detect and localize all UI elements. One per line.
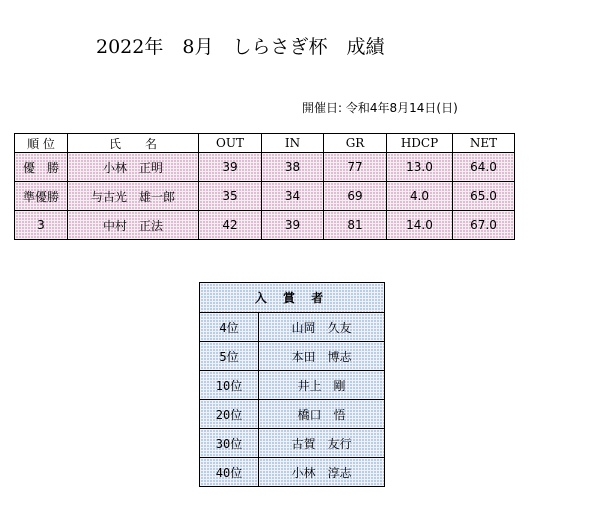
results-header-row	[15, 134, 515, 153]
cell-in: 38	[262, 153, 324, 182]
prize-rank: 10位	[200, 371, 259, 400]
prize-name: 橋口 悟	[259, 400, 385, 429]
cell-name: 小林 正明	[68, 153, 199, 182]
cell-hdcp: 4.0	[387, 182, 453, 211]
header-rank: 順 位	[15, 134, 68, 153]
cell-in: 34	[262, 182, 324, 211]
header-net: NET	[453, 134, 515, 153]
header-gr: GR	[324, 134, 387, 153]
cell-net: 65.0	[453, 182, 515, 211]
cell-net: 67.0	[453, 211, 515, 240]
cell-hdcp: 13.0	[387, 153, 453, 182]
cell-rank: 3	[15, 211, 68, 240]
cell-name: 与古光 雄一郎	[68, 182, 199, 211]
cell-rank: 準優勝	[15, 182, 68, 211]
prize-name: 山岡 久友	[259, 313, 385, 342]
list-item	[200, 429, 385, 458]
cell-out: 35	[199, 182, 262, 211]
cell-out: 42	[199, 211, 262, 240]
table-row	[15, 182, 515, 211]
prize-rank: 4位	[200, 313, 259, 342]
page-title: 2022年 8月 しらさぎ杯 成績	[96, 36, 385, 58]
header-in: IN	[262, 134, 324, 153]
prize-name: 古賀 友行	[259, 429, 385, 458]
prizes-header: 入 賞 者	[200, 283, 385, 313]
cell-hdcp: 14.0	[387, 211, 453, 240]
header-out: OUT	[199, 134, 262, 153]
cell-gr: 69	[324, 182, 387, 211]
cell-name: 中村 正法	[68, 211, 199, 240]
results-table	[14, 133, 515, 240]
header-name: 氏 名	[68, 134, 199, 153]
cell-net: 64.0	[453, 153, 515, 182]
prize-rank: 20位	[200, 400, 259, 429]
prize-winners-table	[199, 282, 385, 487]
cell-rank: 優 勝	[15, 153, 68, 182]
table-row	[15, 211, 515, 240]
prize-rank: 30位	[200, 429, 259, 458]
list-item	[200, 371, 385, 400]
prize-name: 本田 博志	[259, 342, 385, 371]
prize-name: 井上 剛	[259, 371, 385, 400]
cell-gr: 77	[324, 153, 387, 182]
list-item	[200, 342, 385, 371]
prize-rank: 40位	[200, 458, 259, 487]
cell-out: 39	[199, 153, 262, 182]
list-item	[200, 458, 385, 487]
cell-gr: 81	[324, 211, 387, 240]
list-item	[200, 313, 385, 342]
event-date: 開催日: 令和4年8月14日(日)	[302, 101, 458, 115]
cell-in: 39	[262, 211, 324, 240]
table-row	[15, 153, 515, 182]
prizes-header-row	[200, 283, 385, 313]
prize-rank: 5位	[200, 342, 259, 371]
header-hdcp: HDCP	[387, 134, 453, 153]
list-item	[200, 400, 385, 429]
prize-name: 小林 淳志	[259, 458, 385, 487]
